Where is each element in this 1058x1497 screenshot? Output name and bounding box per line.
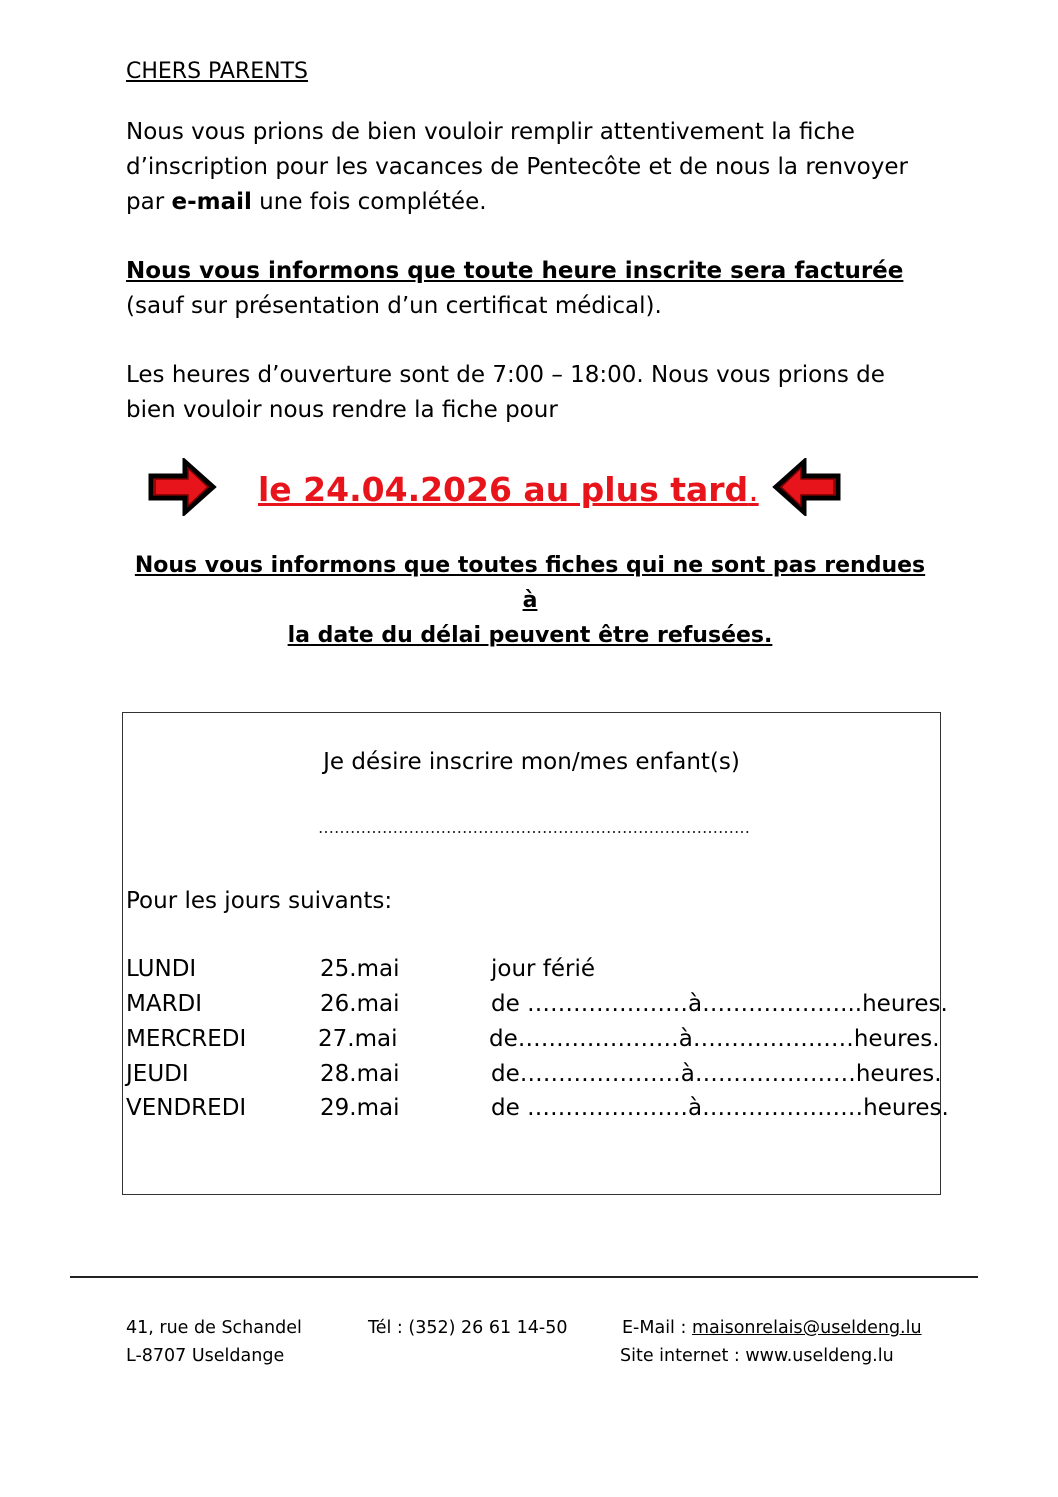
- form-title: Je désire inscrire mon/mes enfant(s): [323, 749, 740, 775]
- page-heading: CHERS PARENTS: [126, 59, 309, 84]
- footer-address-1: 41, rue de Schandel: [126, 1318, 302, 1338]
- warning-line-1: Nous vous informons que toutes fiches qui ne sont pas rendues à: [134, 553, 926, 613]
- arrow-right-icon: [147, 458, 217, 516]
- deadline-date: le 24.04.2026 au plus tard: [258, 470, 749, 509]
- hours-field[interactable]: de…………………à…………………heures.: [489, 1026, 940, 1052]
- billing-paragraph: [126, 254, 936, 324]
- intro-text: Nous vous prions de bien vouloir remplir attentivement la fiche d’inscription pour les vacances de Pentecôte et de nous la renvoyer par: [126, 119, 908, 215]
- day-name: VENDREDI: [126, 1095, 247, 1121]
- billing-notice: Nous vous informons que toute heure inscrite sera facturée: [126, 258, 904, 284]
- warning-line-2: la date du délai peuvent être refusées.: [287, 623, 773, 648]
- day-date: 27.mai: [318, 1026, 398, 1052]
- day-name: JEUDI: [126, 1061, 189, 1087]
- day-name: LUNDI: [126, 956, 197, 982]
- day-name: MERCREDI: [126, 1026, 247, 1052]
- day-date: 28.mai: [320, 1061, 400, 1087]
- footer-email: [622, 1314, 922, 1342]
- deadline-period: .: [748, 470, 759, 509]
- day-date: 29.mai: [320, 1095, 400, 1121]
- day-name: MARDI: [126, 991, 203, 1017]
- deadline: [258, 468, 759, 512]
- footer-website: Site internet : www.useldeng.lu: [620, 1346, 894, 1366]
- footer-address-2: L-8707 Useldange: [126, 1346, 285, 1366]
- day-date: 26.mai: [320, 991, 400, 1017]
- hours-field[interactable]: de…………………à…………………heures.: [491, 1061, 942, 1087]
- arrow-left-icon: [772, 458, 842, 516]
- hours-field[interactable]: de …………………à…………………heures.: [491, 1095, 949, 1121]
- day-detail: jour férié: [491, 956, 596, 982]
- email-label: E-Mail :: [622, 1318, 692, 1338]
- child-name-field[interactable]: ………………………………………………………………………: [318, 818, 750, 837]
- days-label: Pour les jours suivants:: [126, 888, 393, 914]
- billing-exception: (sauf sur présentation d’un certificat médical).: [126, 293, 662, 319]
- footer-divider: [70, 1276, 978, 1278]
- email-link[interactable]: maisonrelais@useldeng.lu: [691, 1318, 922, 1338]
- hours-field[interactable]: de …………………à………………...heures.: [491, 991, 948, 1017]
- email-emphasis: e-mail: [171, 189, 252, 215]
- intro-paragraph: [126, 115, 926, 220]
- intro-text-end: une fois complétée.: [251, 189, 487, 215]
- deadline-warning: [126, 548, 934, 653]
- hours-paragraph: Les heures d’ouverture sont de 7:00 – 18:00. Nous vous prions de bien vouloir nous rendre la fiche pour: [126, 362, 885, 423]
- day-date: 25.mai: [320, 956, 400, 982]
- footer-phone: Tél : (352) 26 61 14-50: [368, 1318, 568, 1338]
